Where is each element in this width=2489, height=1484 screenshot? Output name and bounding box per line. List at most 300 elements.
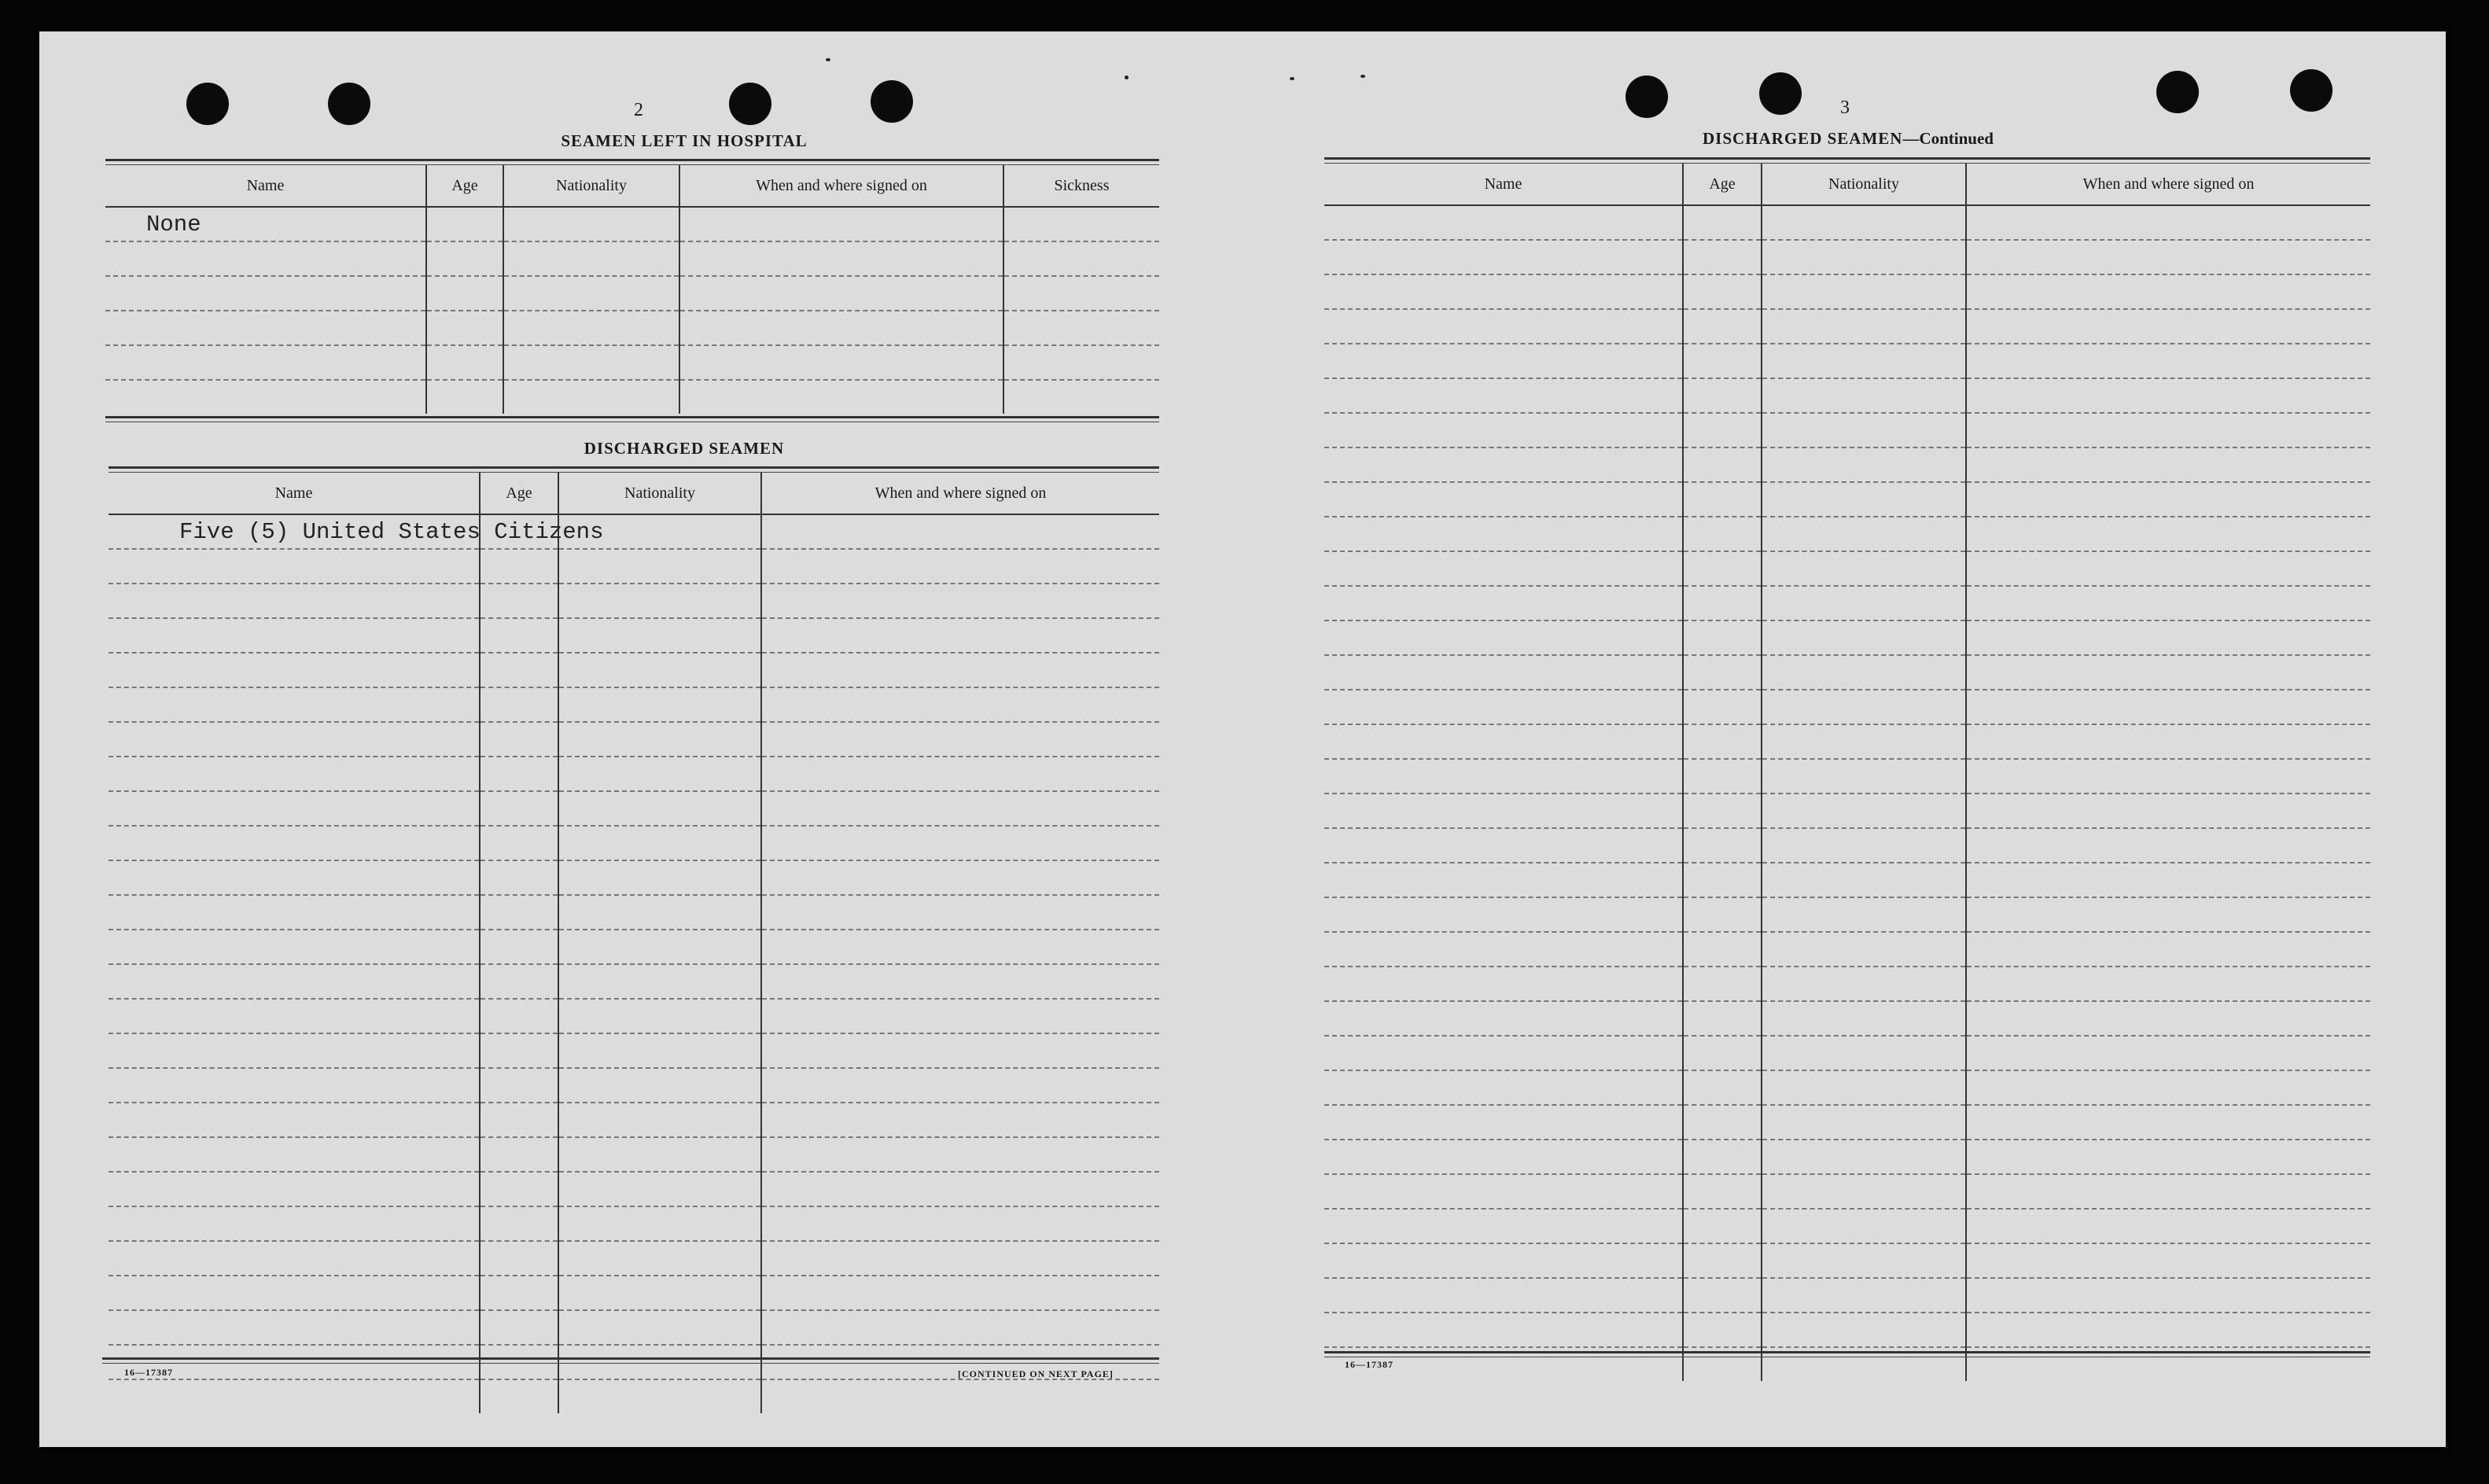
handwritten-entry (105, 265, 146, 268)
table-cell (1966, 551, 2370, 586)
discharged-table-header (109, 473, 1159, 514)
table-cell (1966, 897, 2370, 932)
table-row (109, 1033, 1159, 1068)
table-cell (1966, 1140, 2370, 1174)
table-cell (679, 241, 1003, 276)
punch-hole (328, 83, 370, 125)
table-row (109, 860, 1159, 895)
table-cell (679, 207, 1003, 241)
table-cell (1762, 794, 1966, 828)
table-cell (109, 964, 480, 999)
table-cell (1324, 205, 1683, 240)
table-row (1324, 1313, 2370, 1347)
table-row (105, 207, 1159, 241)
table-cell (1762, 1001, 1966, 1036)
punch-hole (186, 83, 229, 125)
discharged-section-title: DISCHARGED SEAMEN (584, 439, 785, 458)
table-cell (1324, 967, 1683, 1001)
handwritten-entry (109, 1334, 179, 1337)
table-cell (1762, 1313, 1966, 1347)
table-cell (558, 722, 761, 757)
table-row (109, 791, 1159, 826)
table-cell (480, 653, 558, 687)
table-cell (1762, 724, 1966, 759)
table-row (1324, 586, 2370, 620)
table-cell (1762, 274, 1966, 309)
table-cell (1683, 1140, 1762, 1174)
table-cell (109, 1206, 480, 1241)
table-cell (1683, 1105, 1762, 1140)
table-cell (1003, 276, 1159, 311)
table-row (1324, 967, 2370, 1001)
table-row (109, 895, 1159, 930)
table-cell (1324, 1209, 1683, 1243)
table-row (1324, 1070, 2370, 1105)
table-row (109, 1068, 1159, 1103)
table-cell (109, 1379, 480, 1413)
table-cell (1762, 620, 1966, 655)
table-cell (1762, 863, 1966, 897)
table-cell (761, 1276, 1159, 1310)
table-cell (1324, 690, 1683, 724)
table-cell (1966, 655, 2370, 690)
table-cell (679, 311, 1003, 345)
handwritten-entry (109, 1195, 179, 1199)
handwritten-entry (109, 884, 179, 887)
table-cell (480, 895, 558, 930)
table-cell (1762, 932, 1966, 967)
table-cell (761, 999, 1159, 1033)
column-header-signed-on: When and where signed on (679, 165, 1003, 207)
table-cell (1762, 344, 1966, 378)
handwritten-entry (105, 300, 146, 303)
table-cell (1762, 967, 1966, 1001)
handwritten-entry (109, 1265, 179, 1268)
page-number-left: 2 (634, 100, 643, 120)
table-cell (761, 791, 1159, 826)
table-cell (761, 1172, 1159, 1206)
table-cell (109, 757, 480, 791)
table-cell (558, 1103, 761, 1137)
table-row (1324, 413, 2370, 447)
table-cell (679, 380, 1003, 414)
table-cell (558, 964, 761, 999)
table-cell (109, 1033, 480, 1068)
table-row (109, 999, 1159, 1033)
table-cell (1324, 1278, 1683, 1313)
table-cell (1324, 551, 1683, 586)
paper-speck (826, 58, 830, 61)
table-cell (558, 1172, 761, 1206)
table-cell (109, 930, 480, 964)
handwritten-entry (105, 403, 146, 407)
table-row (109, 1310, 1159, 1345)
paper-speck (1290, 77, 1294, 80)
table-cell (1966, 517, 2370, 551)
table-cell (558, 1310, 761, 1345)
form-code-left: 16—17387 (124, 1367, 173, 1378)
table-cell (761, 1033, 1159, 1068)
table-cell (1003, 241, 1159, 276)
table-cell (1324, 378, 1683, 413)
table-row (1324, 551, 2370, 586)
table-cell (1683, 274, 1762, 309)
table-cell (480, 687, 558, 722)
table-row (1324, 1036, 2370, 1070)
table-cell (1324, 309, 1683, 344)
table-cell (1762, 1070, 1966, 1105)
table-row (109, 826, 1159, 860)
handwritten-entry (109, 1092, 179, 1095)
table-cell (480, 1137, 558, 1172)
table-cell (558, 1068, 761, 1103)
table-row (1324, 1209, 2370, 1243)
table-cell (480, 1310, 558, 1345)
table-cell (1762, 897, 1966, 932)
table-cell (1324, 897, 1683, 932)
handwritten-entry (109, 815, 179, 818)
table-cell (109, 549, 480, 584)
table-row (105, 276, 1159, 311)
handwritten-entry (109, 711, 179, 714)
table-cell (1324, 620, 1683, 655)
table-cell (761, 514, 1159, 549)
table-cell (761, 895, 1159, 930)
handwritten-entry (109, 1057, 179, 1060)
discharged-table (109, 473, 1159, 1413)
table-cell (503, 276, 679, 311)
handwritten-entry (109, 849, 179, 852)
table-cell (1683, 897, 1762, 932)
table-cell (109, 1172, 480, 1206)
table-cell (1003, 207, 1159, 241)
handwritten-entry (105, 369, 146, 372)
table-cell (1966, 586, 2370, 620)
table-cell (1683, 1278, 1762, 1313)
table-cell (761, 722, 1159, 757)
table-cell (109, 999, 480, 1033)
table-row (109, 1172, 1159, 1206)
table-cell (1683, 517, 1762, 551)
table-cell (503, 380, 679, 414)
handwritten-entry (109, 573, 179, 576)
table-cell (1966, 828, 2370, 863)
table-cell (761, 826, 1159, 860)
table-cell (1966, 1174, 2370, 1209)
table-cell (1324, 517, 1683, 551)
table-cell (1762, 447, 1966, 482)
table-cell (1762, 240, 1966, 274)
discharged-continued-header (1324, 164, 2370, 205)
handwritten-entry (109, 1403, 179, 1406)
table-cell (1683, 794, 1762, 828)
table-cell (761, 1310, 1159, 1345)
table-cell (1762, 1105, 1966, 1140)
table-cell (1683, 967, 1762, 1001)
table-row (1324, 724, 2370, 759)
table-cell (1003, 311, 1159, 345)
table-cell (558, 791, 761, 826)
table-cell (1762, 828, 1966, 863)
table-cell (480, 791, 558, 826)
table-row (109, 1241, 1159, 1276)
table-cell (558, 860, 761, 895)
column-header-age: Age (426, 165, 503, 207)
table-cell (558, 653, 761, 687)
column-header-name: Name (109, 473, 480, 514)
table-cell (426, 241, 503, 276)
table-row (109, 1206, 1159, 1241)
table-cell (1324, 1036, 1683, 1070)
column-header-nationality: Nationality (503, 165, 679, 207)
table-row (109, 1103, 1159, 1137)
column-header-name: Name (105, 165, 426, 207)
table-cell (1762, 482, 1966, 517)
table-row (1324, 378, 2370, 413)
column-header-signed-on: When and where signed on (1966, 164, 2370, 205)
column-header-age: Age (1683, 164, 1762, 205)
table-cell (761, 1103, 1159, 1137)
table-row (109, 653, 1159, 687)
table-cell (1683, 1243, 1762, 1278)
discharged-continued-title-main: DISCHARGED SEAMEN (1703, 129, 1903, 148)
table-cell (1966, 1243, 2370, 1278)
table-cell (1324, 655, 1683, 690)
punch-hole (1759, 72, 1802, 115)
table-cell (1683, 1174, 1762, 1209)
table-row (1324, 344, 2370, 378)
table-cell (1683, 863, 1762, 897)
table-cell (480, 549, 558, 584)
handwritten-entry (109, 1230, 179, 1233)
table-cell (1683, 620, 1762, 655)
table-cell (1683, 1070, 1762, 1105)
table-cell (480, 722, 558, 757)
right-bottom-rule (1324, 1351, 2370, 1357)
table-cell (105, 207, 426, 241)
table-cell (109, 1068, 480, 1103)
table-cell (1966, 1209, 2370, 1243)
table-cell (1683, 932, 1762, 967)
table-cell (558, 757, 761, 791)
handwritten-entry (109, 953, 179, 956)
table-row (1324, 205, 2370, 240)
table-row (1324, 274, 2370, 309)
table-cell (480, 930, 558, 964)
table-cell (426, 207, 503, 241)
table-cell (1762, 378, 1966, 413)
table-cell (1324, 759, 1683, 794)
table-cell (1966, 205, 2370, 240)
table-cell (558, 618, 761, 653)
form-code-right: 16—17387 (1345, 1359, 1394, 1370)
column-header-nationality: Nationality (558, 473, 761, 514)
table-cell (1966, 378, 2370, 413)
column-header-signed-on: When and where signed on (761, 473, 1159, 514)
table-cell (558, 1276, 761, 1310)
table-cell (1966, 967, 2370, 1001)
table-cell (1683, 828, 1762, 863)
table-cell (761, 549, 1159, 584)
table-cell (1324, 344, 1683, 378)
table-cell (426, 345, 503, 380)
table-cell (109, 1137, 480, 1172)
table-cell (1966, 240, 2370, 274)
table-cell (679, 345, 1003, 380)
handwritten-entry (109, 676, 179, 679)
table-row (109, 514, 1159, 549)
handwritten-entry (109, 1022, 179, 1026)
table-row (109, 1379, 1159, 1413)
discharged-continued-table (1324, 164, 2370, 1381)
table-row (1324, 759, 2370, 794)
table-cell (1324, 413, 1683, 447)
table-cell (1003, 380, 1159, 414)
table-cell (480, 1172, 558, 1206)
table-row (1324, 690, 2370, 724)
table-cell (503, 311, 679, 345)
punch-hole (871, 80, 913, 123)
table-cell (503, 241, 679, 276)
column-header-age: Age (480, 473, 558, 514)
table-cell (558, 1241, 761, 1276)
table-row (109, 930, 1159, 964)
table-row (109, 757, 1159, 791)
table-cell (480, 964, 558, 999)
handwritten-entry: None (146, 212, 201, 238)
table-cell (1683, 586, 1762, 620)
table-cell (1324, 1140, 1683, 1174)
table-cell (558, 687, 761, 722)
handwritten-entry: Five (5) United States Citizens (179, 519, 604, 545)
table-cell (761, 757, 1159, 791)
table-cell (1966, 620, 2370, 655)
document-page-spread (39, 31, 2446, 1447)
table-row (1324, 932, 2370, 967)
table-cell (105, 380, 426, 414)
table-cell (558, 549, 761, 584)
table-cell (558, 895, 761, 930)
table-cell (558, 1137, 761, 1172)
continued-suffix: —Continued (1902, 129, 1994, 148)
table-row (1324, 863, 2370, 897)
table-cell (480, 826, 558, 860)
hospital-table (105, 165, 1159, 414)
table-cell (558, 826, 761, 860)
table-cell (558, 584, 761, 618)
table-cell (480, 1068, 558, 1103)
table-cell (1966, 1036, 2370, 1070)
discharged-top-rule (109, 466, 1159, 473)
table-cell (109, 860, 480, 895)
table-cell (1966, 1001, 2370, 1036)
table-cell (1683, 551, 1762, 586)
hospital-table-header (105, 165, 1159, 207)
table-cell (1683, 759, 1762, 794)
table-cell (480, 584, 558, 618)
table-cell (1324, 1105, 1683, 1140)
table-cell (1324, 1243, 1683, 1278)
table-cell (1762, 551, 1966, 586)
column-header-sickness: Sickness (1003, 165, 1159, 207)
handwritten-entry (109, 607, 179, 610)
table-row (1324, 517, 2370, 551)
table-row (1324, 1278, 2370, 1313)
table-cell (679, 276, 1003, 311)
table-row (105, 311, 1159, 345)
table-cell (1966, 482, 2370, 517)
table-cell (558, 930, 761, 964)
table-cell (1762, 1036, 1966, 1070)
table-cell (1966, 344, 2370, 378)
table-row (1324, 309, 2370, 344)
table-cell (1762, 413, 1966, 447)
right-top-rule (1324, 157, 2370, 164)
table-cell (1324, 240, 1683, 274)
table-cell (503, 207, 679, 241)
table-cell (761, 618, 1159, 653)
table-cell (558, 1033, 761, 1068)
table-cell (109, 826, 480, 860)
column-header-nationality: Nationality (1762, 164, 1966, 205)
table-cell (1966, 1105, 2370, 1140)
table-cell (480, 1103, 558, 1137)
table-row (109, 964, 1159, 999)
handwritten-entry (109, 1299, 179, 1302)
table-cell (1324, 482, 1683, 517)
table-cell (761, 1137, 1159, 1172)
table-row (1324, 794, 2370, 828)
table-row (1324, 482, 2370, 517)
handwritten-entry (109, 988, 179, 991)
handwritten-entry (109, 642, 179, 645)
table-cell (1966, 724, 2370, 759)
punch-hole (729, 83, 771, 125)
table-cell (1683, 413, 1762, 447)
table-cell (1324, 447, 1683, 482)
table-cell (1683, 690, 1762, 724)
table-cell (761, 930, 1159, 964)
table-cell (761, 964, 1159, 999)
table-cell (105, 311, 426, 345)
table-cell (503, 345, 679, 380)
table-cell (1966, 413, 2370, 447)
table-cell (761, 1241, 1159, 1276)
table-cell (1683, 240, 1762, 274)
table-cell (426, 311, 503, 345)
table-cell (1762, 1174, 1966, 1209)
table-row (1324, 447, 2370, 482)
table-cell (480, 618, 558, 653)
table-cell (1324, 1174, 1683, 1209)
table-cell (1966, 932, 2370, 967)
table-cell (1683, 724, 1762, 759)
table-row (109, 584, 1159, 618)
table-cell (1762, 1278, 1966, 1313)
page-number-right: 3 (1840, 98, 1850, 118)
table-cell (480, 1276, 558, 1310)
table-cell (761, 1379, 1159, 1413)
table-row (109, 1276, 1159, 1310)
table-cell (761, 860, 1159, 895)
hospital-section-title: SEAMEN LEFT IN HOSPITAL (561, 131, 808, 150)
table-row (109, 1137, 1159, 1172)
table-cell (1762, 586, 1966, 620)
table-cell (761, 1068, 1159, 1103)
punch-hole (2156, 71, 2199, 113)
table-cell (1683, 1036, 1762, 1070)
hospital-top-rule (105, 159, 1159, 165)
